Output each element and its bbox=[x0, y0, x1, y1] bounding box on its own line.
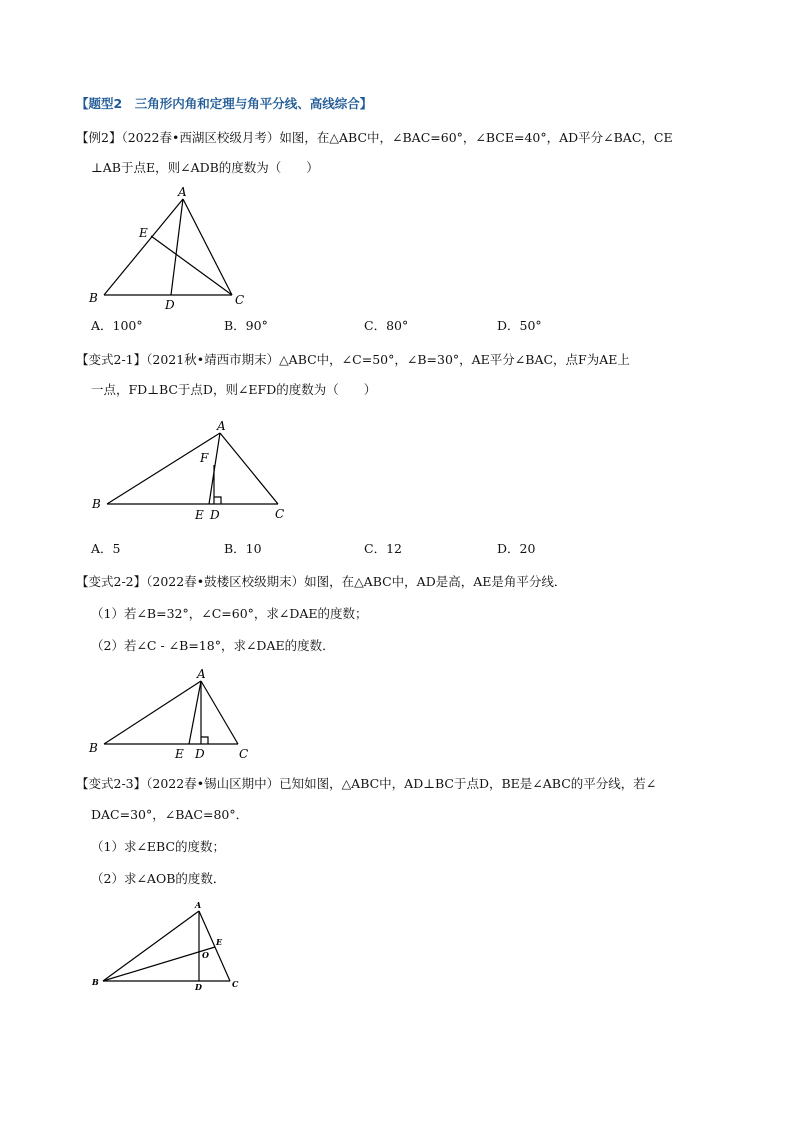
label-b: B bbox=[92, 497, 101, 511]
label-o: O bbox=[202, 950, 209, 960]
label-c: C bbox=[235, 293, 245, 307]
side-ac bbox=[220, 433, 278, 504]
label-c: C bbox=[275, 507, 285, 521]
label-d: D bbox=[195, 982, 202, 992]
right-angle-mark bbox=[201, 737, 208, 744]
side-ac bbox=[201, 681, 238, 744]
variant22-question-1: （1）若∠B=32°，∠C=60°，求∠DAE的度数； bbox=[91, 606, 368, 621]
segment-be bbox=[103, 947, 215, 981]
variant23-question-1: （1）求∠EBC的度数； bbox=[91, 839, 226, 854]
label-e: E bbox=[216, 937, 223, 947]
segment-ae bbox=[209, 433, 220, 504]
example2-problem-line1: 【例2】（2022春•西湖区校级月考）如图，在△ABC中，∠BAC=60°，∠BCE=40°，AD平分∠BAC，CE bbox=[76, 130, 673, 145]
label-b: B bbox=[89, 741, 98, 755]
label-e: E bbox=[175, 747, 184, 761]
side-ac bbox=[199, 911, 230, 981]
choice-d[interactable]: D．50° bbox=[497, 318, 542, 333]
label-e: E bbox=[195, 508, 204, 522]
choice-d[interactable]: D．20 bbox=[497, 541, 536, 556]
label-d: D bbox=[210, 508, 220, 522]
label-a: A bbox=[195, 900, 202, 910]
choice-a[interactable]: A．100° bbox=[91, 318, 143, 333]
variant23-problem-line2: DAC=30°，∠BAC=80°． bbox=[91, 807, 249, 822]
example2-problem-line2: ⊥AB于点E，则∠ADB的度数为（ ） bbox=[91, 160, 319, 175]
choice-a[interactable]: A．5 bbox=[91, 541, 121, 556]
segment-ae bbox=[189, 681, 201, 744]
side-ab bbox=[107, 433, 220, 504]
label-a: A bbox=[217, 419, 226, 433]
side-ab bbox=[103, 911, 199, 981]
label-a: A bbox=[197, 667, 206, 681]
side-ab bbox=[104, 681, 201, 744]
right-angle-mark bbox=[214, 497, 221, 504]
variant21-problem-line1: 【变式2-1】（2021秋•靖西市期末）△ABC中，∠C=50°，∠B=30°，AE平分∠BAC，点F为AE上 bbox=[76, 352, 630, 367]
segment-ce bbox=[151, 236, 232, 295]
side-ab bbox=[104, 199, 183, 295]
label-e: E bbox=[139, 226, 148, 240]
variant23-question-2: （2）求∠AOB的度数． bbox=[91, 871, 226, 886]
label-d: D bbox=[165, 298, 175, 312]
variant22-problem-line1: 【变式2-2】（2022春•鼓楼区校级期末）如图，在△ABC中，AD是高，AE是角平分线． bbox=[76, 574, 567, 589]
label-c: C bbox=[239, 747, 249, 761]
side-ac bbox=[183, 199, 232, 295]
choice-b[interactable]: B．90° bbox=[224, 318, 268, 333]
label-b: B bbox=[89, 291, 98, 305]
segment-ad bbox=[171, 199, 183, 295]
label-c: C bbox=[232, 979, 239, 989]
choice-c[interactable]: C．12 bbox=[364, 541, 402, 556]
variant22-question-2: （2）若∠C - ∠B=18°，求∠DAE的度数． bbox=[91, 638, 335, 653]
variant23-problem-line1: 【变式2-3】（2022春•锡山区期中）已知如图，△ABC中，AD⊥BC于点D，BE是∠ABC的平分线，若∠ bbox=[76, 776, 657, 791]
label-d: D bbox=[195, 747, 205, 761]
label-b: B bbox=[92, 977, 99, 987]
label-f: F bbox=[200, 451, 209, 465]
section-heading: 【题型2 三角形内角和定理与角平分线、高线综合】 bbox=[76, 96, 373, 111]
label-a: A bbox=[178, 185, 187, 199]
variant21-problem-line2: 一点，FD⊥BC于点D，则∠EFD的度数为（ ） bbox=[91, 382, 377, 397]
choice-b[interactable]: B．10 bbox=[224, 541, 262, 556]
choice-c[interactable]: C．80° bbox=[364, 318, 409, 333]
